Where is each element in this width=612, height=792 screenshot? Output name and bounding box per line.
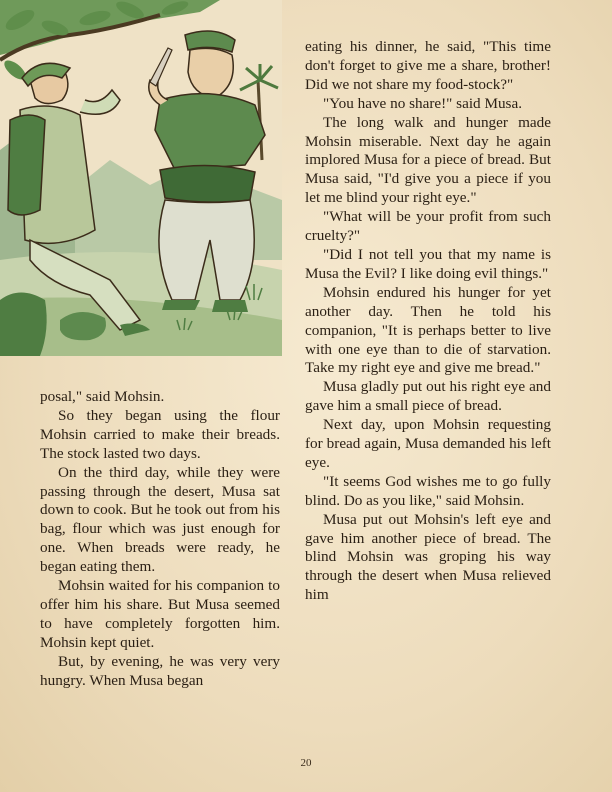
paragraph: "You have no share!" said Musa.: [323, 94, 522, 112]
paragraph: posal," said Mohsin.: [40, 388, 165, 405]
paragraph: "Did I not tell you that my name is Musa the Evil? I like doing evil things.": [305, 245, 551, 282]
paragraph: Mohsin waited for his companion to offer him his share. But Musa seemed to have completely forgotten him. Mohsin kept quiet.: [40, 577, 280, 651]
paragraph: But, by evening, he was very very hungry. When Musa began: [40, 652, 280, 689]
paragraph: On the third day, while they were passing through the desert, Musa sat down to cook. But he took out from his bag, flour which was just enough for one. When breads were ready, he began eating them.: [40, 463, 280, 576]
paragraph: "It seems God wishes me to go fully blind. Do as you like," said Mohsin.: [305, 472, 551, 509]
story-illustration: [0, 0, 282, 356]
paragraph: "What will be your profit from such cruelty?": [305, 208, 551, 245]
paragraph: So they began using the flour Mohsin carried to make their breads. The stock lasted two days.: [40, 406, 280, 462]
illustration-drawing: [0, 0, 282, 356]
left-text-column: [40, 388, 280, 691]
paragraph: The long walk and hunger made Mohsin miserable. Next day he again implored Musa for a piece of bread. But Musa said, "I'd give you a piece if you let me blind your right eye.": [305, 113, 551, 207]
right-text-column: [305, 38, 551, 605]
paragraph: Mohsin endured his hunger for yet another day. Then he told his companion, "It is perhaps better to live with one eye than to die of starvation. Take my right eye and give me bread.": [305, 283, 551, 377]
page-number: 20: [300, 757, 312, 769]
paragraph: eating his dinner, he said, "This time don't forget to give me a share, brother! Did we not share my food-stock?": [305, 38, 551, 93]
paragraph: Musa gladly put out his right eye and gave him a small piece of bread.: [305, 378, 551, 415]
paragraph: Next day, upon Mohsin requesting for bread again, Musa demanded his left eye.: [305, 416, 551, 471]
paragraph: Musa put out Mohsin's left eye and gave him another piece of bread. The blind Mohsin was groping his way through the desert when Musa relieved him: [305, 510, 551, 604]
